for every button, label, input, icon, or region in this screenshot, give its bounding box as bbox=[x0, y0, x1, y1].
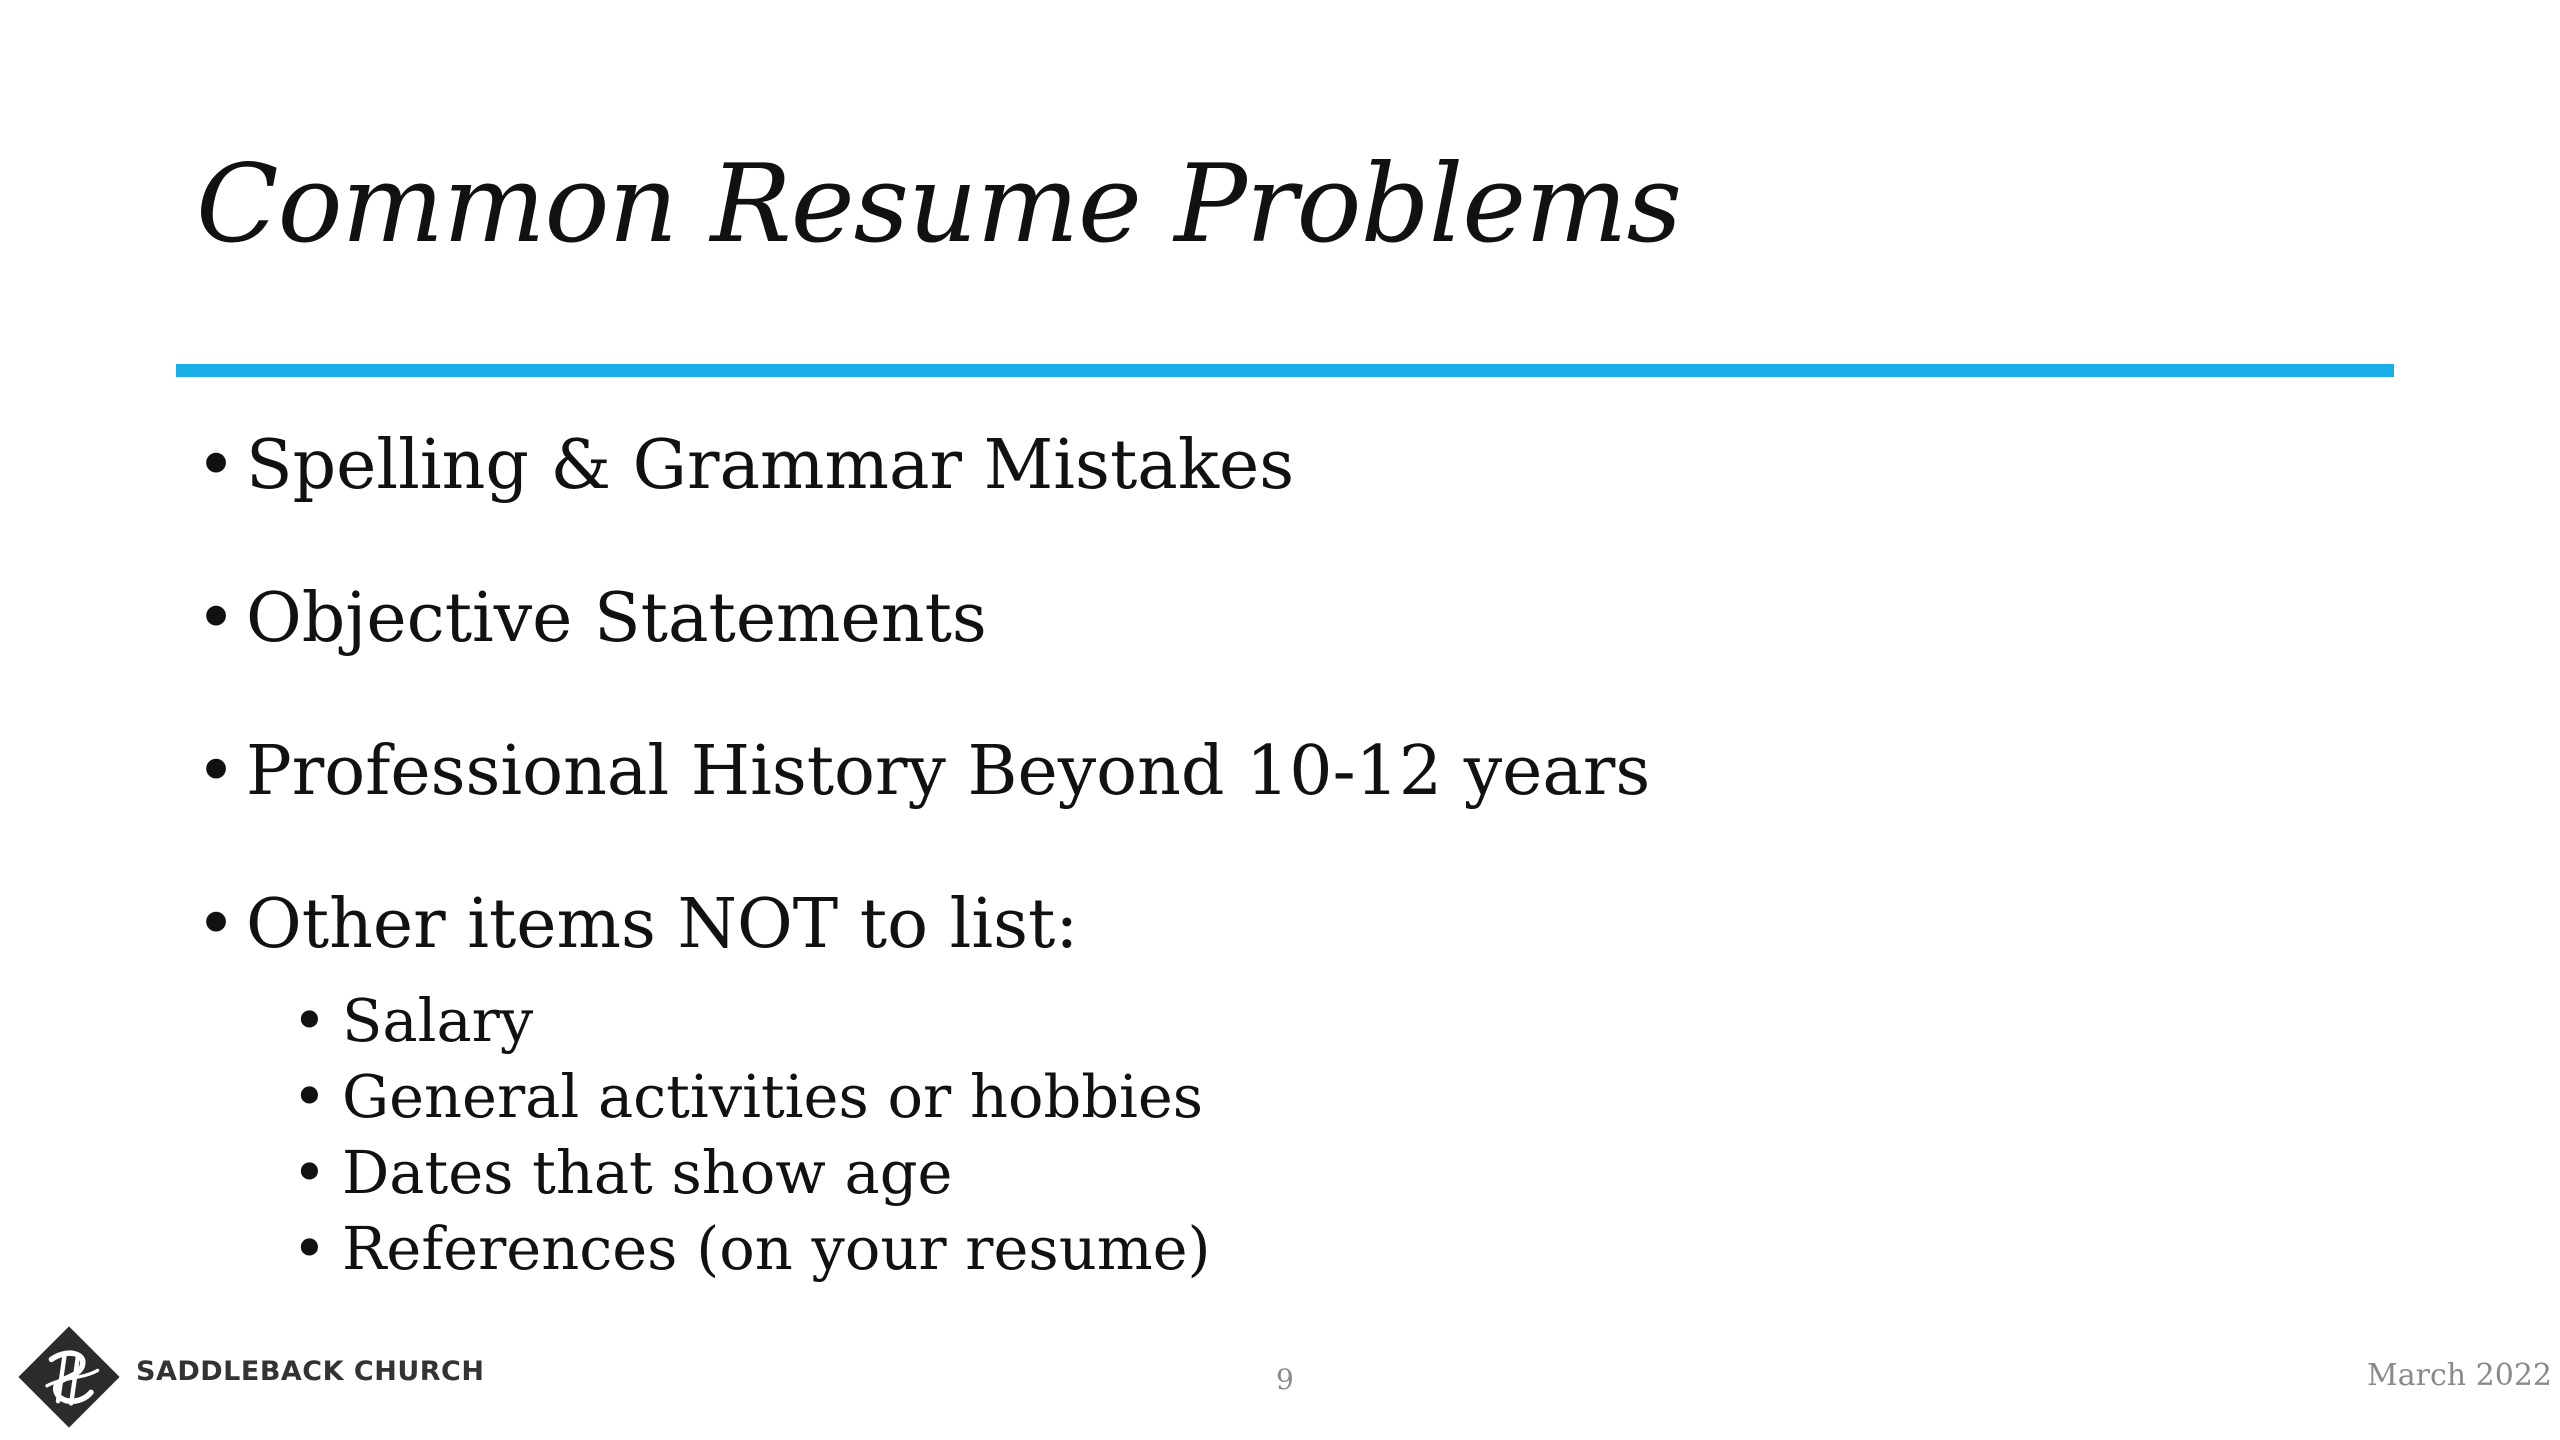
bullet-dot-icon: • bbox=[196, 885, 237, 964]
footer-date: March 2022 bbox=[2367, 1358, 2552, 1393]
sub-bullet-list bbox=[292, 983, 2396, 1287]
bullet-text: Professional History Beyond 10-12 years bbox=[246, 732, 1651, 811]
bullet-text: Objective Statements bbox=[246, 579, 987, 658]
sub-bullet-item bbox=[292, 1211, 2396, 1287]
slide-title: Common Resume Problems bbox=[196, 142, 1681, 267]
bullet-dot-icon: • bbox=[196, 732, 237, 811]
title-divider bbox=[176, 364, 2394, 377]
sub-bullet-dot-icon: • bbox=[292, 1214, 327, 1283]
bullet-dot-icon: • bbox=[196, 579, 237, 658]
saddleback-logo-icon bbox=[14, 1322, 124, 1432]
sub-bullet-dot-icon: • bbox=[292, 1062, 327, 1131]
sub-bullet-text: Dates that show age bbox=[342, 1138, 953, 1207]
sub-bullet-item bbox=[292, 1059, 2396, 1135]
sub-bullet-text: References (on your resume) bbox=[342, 1214, 1211, 1283]
page-number: 9 bbox=[1276, 1363, 1294, 1396]
sub-bullet-text: General activities or hobbies bbox=[342, 1062, 1204, 1131]
bullet-dot-icon: • bbox=[196, 426, 237, 505]
bullet-item bbox=[196, 877, 2396, 1287]
bullet-list bbox=[196, 418, 2396, 1287]
bullet-item bbox=[196, 724, 2396, 820]
sub-bullet-dot-icon: • bbox=[292, 986, 327, 1055]
bullet-item bbox=[196, 418, 2396, 514]
sub-bullet-item bbox=[292, 1135, 2396, 1211]
bullet-text: Other items NOT to list: bbox=[246, 885, 1079, 964]
bullet-text: Spelling & Grammar Mistakes bbox=[246, 426, 1295, 505]
sub-bullet-dot-icon: • bbox=[292, 1138, 327, 1207]
sub-bullet-text: Salary bbox=[342, 986, 534, 1055]
sub-bullet-item bbox=[292, 983, 2396, 1059]
footer-brand: SADDLEBACK CHURCH bbox=[136, 1356, 485, 1387]
bullet-item bbox=[196, 571, 2396, 667]
